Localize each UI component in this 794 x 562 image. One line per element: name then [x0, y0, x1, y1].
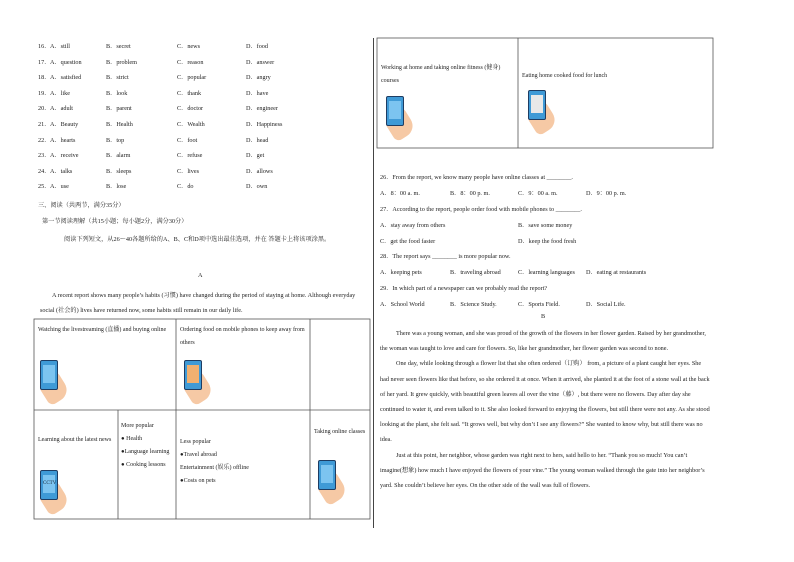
answer-option-a[interactable]: A．satisfied	[50, 74, 82, 82]
answer-option-c[interactable]: C．Wealth	[177, 121, 205, 128]
question-stem: 28．The report says ________ is more popular now.	[380, 253, 511, 260]
answer-option-b[interactable]: B．strict	[106, 74, 129, 82]
question-number: 18．	[38, 74, 51, 82]
cell-latest-news: Learning about the latest news	[38, 437, 112, 443]
answer-option-d[interactable]: D．head	[246, 136, 269, 144]
less-popular-list	[180, 436, 308, 488]
answer-option-a[interactable]: A．like	[50, 89, 70, 97]
answer-option-b[interactable]: B．look	[106, 89, 128, 97]
answer-option[interactable]: D．keep the food fresh	[518, 237, 577, 245]
question-stem: 29．In which part of a newspaper can we probably read the report?	[380, 284, 548, 292]
answer-option-a[interactable]: A．adult	[50, 105, 74, 113]
question-stem: 26．From the report, we know many people have online classes at ________.	[380, 174, 573, 181]
answer-option-d[interactable]: D．get	[246, 152, 265, 160]
cell-online-fitness: Working at home and taking online fitness (健身) courses	[381, 65, 501, 84]
answer-option-a[interactable]: A．talks	[50, 167, 73, 175]
question-number: 20．	[38, 105, 51, 113]
answer-option-c[interactable]: C．lives	[177, 167, 200, 175]
answer-option-b[interactable]: B．parent	[106, 105, 132, 113]
question-number: 21．	[38, 121, 51, 128]
answer-option[interactable]: C．Sports Field.	[518, 300, 560, 308]
more-popular-list	[121, 420, 175, 472]
phone-hand-icon	[38, 358, 68, 404]
less-popular-title: Less popular	[180, 439, 211, 445]
answer-option[interactable]: B．Science Study.	[450, 300, 497, 308]
answer-option[interactable]: D．eating at restaurants	[586, 269, 647, 276]
list-item: ●Costs on pets	[180, 478, 216, 484]
cell-ordering-food: Ordering food on mobile phones to keep away from others	[180, 327, 305, 346]
answer-option[interactable]: B．save some money	[518, 221, 573, 229]
answer-option[interactable]: A．stay away from others	[380, 221, 446, 229]
cell-online-classes: Taking online classes	[314, 429, 366, 435]
answer-option-b[interactable]: B．lose	[106, 183, 127, 191]
answer-option-d[interactable]: D．food	[246, 43, 268, 50]
answer-option[interactable]: D．9：00 p. m.	[586, 190, 627, 197]
question-number: 25．	[38, 183, 51, 191]
answer-option[interactable]: A．keeping pets	[380, 269, 422, 276]
answer-option-b[interactable]: B．Health	[106, 121, 133, 128]
answer-option[interactable]: A．School World	[380, 300, 425, 308]
answer-option[interactable]: C．9：00 a. m.	[518, 190, 558, 197]
answer-option[interactable]: C．learning languages	[518, 269, 575, 276]
list-item: ● Health	[121, 436, 143, 442]
answer-option-b[interactable]: B．secret	[106, 43, 131, 50]
section-title: 三、阅读（共两节，满分35分）	[38, 202, 125, 209]
phone-food-icon	[182, 358, 212, 404]
column-divider	[373, 38, 374, 528]
phone-cooking-icon	[526, 88, 556, 134]
answer-option[interactable]: A．8：00 a. m.	[380, 190, 420, 197]
question-number: 23．	[38, 152, 51, 160]
list-item: Entertainment (娱乐) offline	[180, 465, 249, 471]
passage-b-paragraph: Just at this point, her neighbor, whose garden was right next to hers, said hello to her. “Thank you so much! You can’t imagine(想象) how much I have enjoyed the flowers of your vine.” The young woman walked through the gate into her neighbor’s yard. She couldn’t believe her eyes. On the other side of the wall was full of flowers.	[380, 451, 705, 490]
answer-option-c[interactable]: C．news	[177, 43, 201, 50]
answer-option-d[interactable]: D．answer	[246, 58, 275, 66]
answer-option-b[interactable]: B．top	[106, 136, 125, 144]
answer-option-a[interactable]: A．use	[50, 183, 69, 191]
answer-option[interactable]: C．get the food faster	[380, 237, 436, 245]
list-item: ● Cooking lessons	[121, 462, 166, 468]
cctv-screen: CCTV	[43, 475, 55, 493]
answer-option[interactable]: B．8：00 p. m.	[450, 190, 490, 197]
list-item: ●Travel abroad	[180, 452, 217, 458]
answer-option-c[interactable]: C．do	[177, 183, 194, 191]
passage-a-intro: A recent report shows many people’s habits (习惯) have changed during the period of staying at home. Although everyday social (社会的) lives have returned now, some habits still remain in our daily life.	[40, 292, 356, 315]
answer-option-b[interactable]: B．problem	[106, 58, 137, 66]
answer-option[interactable]: D．Social Life.	[586, 300, 626, 308]
reading-instruction: 阅读下列短文，从26～40各题所给的A、B、C和D项中选出最佳选项，并在 答题卡上将该项涂黑。	[64, 236, 331, 243]
answer-option-d[interactable]: D．allows	[246, 167, 273, 175]
phone-class-icon	[316, 458, 346, 504]
answer-option-b[interactable]: B．alarm	[106, 152, 131, 160]
answer-option-a[interactable]: A．question	[50, 58, 82, 66]
phone-news-icon	[38, 468, 68, 514]
passage-b-body	[380, 326, 710, 493]
answer-option-d[interactable]: D．angry	[246, 74, 271, 82]
phone-fitness-icon	[384, 94, 414, 140]
answer-option-d[interactable]: D．own	[246, 183, 268, 191]
passage-b-paragraph: One day, while looking through a flower list that she often ordered（订购） from, a picture of a plant caught her eyes. She had never seen flowers like that before, so she ordered it at once. When it arrived, she planted it at the foot of a stone wall at the back of her yard. It grew quickly, with beautiful green leaves all over the vine（藤）, but there were no flowers. Day after day she continued to water it, and even talked to it. She also looked forward to enjoying the flowers, but still there were not any. As she stood looking at the plant, she felt sad. “It grows well, but why don’t I see any flowers?” She wanted to know why, but still there was no idea.	[380, 360, 710, 444]
answer-option-a[interactable]: A．receive	[50, 152, 79, 160]
passage-b-label: B	[541, 313, 546, 320]
answer-option[interactable]: B．traveling abroad	[450, 269, 501, 276]
answer-option-d[interactable]: D．Happiness	[246, 121, 283, 128]
answer-option-c[interactable]: C．thank	[177, 89, 202, 97]
answer-option-d[interactable]: D．engineer	[246, 105, 278, 113]
answer-option-a[interactable]: A．hearts	[50, 136, 76, 144]
more-popular-title: More popular	[121, 423, 154, 429]
answer-option-c[interactable]: C．doctor	[177, 105, 204, 113]
question-number: 16．	[38, 43, 51, 50]
section-subtitle: 第一节阅读理解（共15小题；每小题2分，满分30分）	[42, 218, 188, 225]
passage-a-label: A	[198, 272, 203, 279]
question-number: 19．	[38, 89, 51, 97]
question-stem: 27．According to the report, people order food with mobile phones to ________.	[380, 205, 582, 213]
question-number: 24．	[38, 167, 51, 175]
answer-option-c[interactable]: C．reason	[177, 58, 204, 66]
answer-option-d[interactable]: D．have	[246, 89, 269, 97]
question-number: 17．	[38, 58, 51, 66]
answer-option-c[interactable]: C．refuse	[177, 152, 203, 160]
passage-b-paragraph: There was a young woman, and she was proud of the growth of the flowers in her flower garden. Raised by her grandmother, the woman was taught to love and care for flowers. So, like her grandmother, her flower garden was second to none.	[380, 330, 706, 353]
answer-option-c[interactable]: C．popular	[177, 74, 207, 82]
answer-option-a[interactable]: A．still	[50, 43, 70, 50]
question-number: 22．	[38, 136, 51, 144]
cell-livestreaming: Watching the livestreaming (直播) and buying online	[38, 327, 167, 333]
cell-home-cooked: Eating home cooked food for lunch	[522, 73, 608, 79]
answer-option-b[interactable]: B．sleeps	[106, 167, 132, 175]
answer-option-c[interactable]: C．foot	[177, 136, 198, 144]
list-item: ●Language learning	[121, 449, 170, 455]
answer-option-a[interactable]: A．Beauty	[50, 121, 79, 128]
